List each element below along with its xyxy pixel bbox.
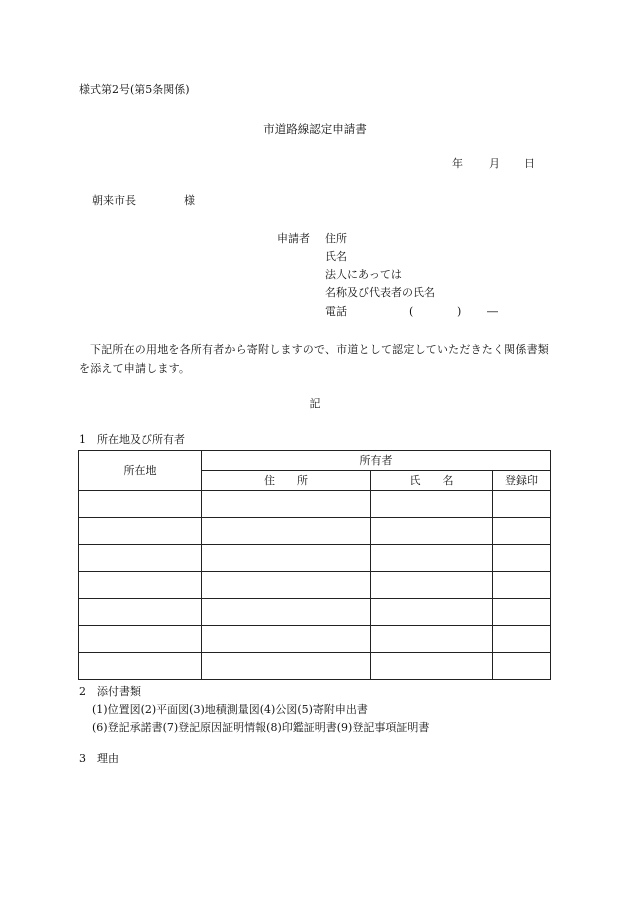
table-row (79, 491, 551, 518)
table-row (79, 518, 551, 545)
cell-name[interactable] (371, 599, 493, 626)
table-row (79, 572, 551, 599)
attachments-line2: (6)登記承諾書(7)登記原因証明情報(8)印鑑証明書(9)登記事項証明書 (92, 721, 430, 734)
cell-seal[interactable] (493, 572, 551, 599)
cell-location[interactable] (79, 626, 202, 653)
section3-title: 3 理由 (79, 752, 119, 765)
form-number: 様式第2号(第5条関係) (79, 83, 190, 96)
phone-paren-open: ( (409, 305, 414, 318)
cell-name[interactable] (371, 572, 493, 599)
applicant-label: 申請者 (277, 232, 310, 245)
addressee-name: 朝来市長 (92, 194, 136, 207)
table-row (79, 599, 551, 626)
section1-title: 1 所在地及び所有者 (79, 433, 185, 446)
cell-location[interactable] (79, 491, 202, 518)
cell-location[interactable] (79, 518, 202, 545)
cell-address[interactable] (202, 545, 371, 572)
cell-seal[interactable] (493, 491, 551, 518)
cell-name[interactable] (371, 626, 493, 653)
cell-seal[interactable] (493, 626, 551, 653)
cell-address[interactable] (202, 653, 371, 680)
cell-location[interactable] (79, 572, 202, 599)
applicant-name-label: 氏名 (325, 250, 347, 263)
applicant-phone-label: 電話 (325, 305, 347, 318)
cell-address[interactable] (202, 599, 371, 626)
phone-dash: ― (487, 305, 498, 318)
date-year: 年 (452, 157, 463, 170)
applicant-representative-label: 名称及び代表者の氏名 (325, 286, 435, 299)
cell-name[interactable] (371, 545, 493, 572)
cell-seal[interactable] (493, 518, 551, 545)
header-name: 氏 名 (371, 471, 493, 491)
cell-name[interactable] (371, 653, 493, 680)
cell-location[interactable] (79, 545, 202, 572)
table-row (79, 626, 551, 653)
ki-marker: 記 (309, 397, 321, 410)
attachments-line1: (1)位置図(2)平面図(3)地積測量図(4)公図(5)寄附申出書 (92, 703, 368, 716)
cell-location[interactable] (79, 599, 202, 626)
cell-seal[interactable] (493, 653, 551, 680)
cell-address[interactable] (202, 518, 371, 545)
cell-name[interactable] (371, 491, 493, 518)
applicant-corporation-note: 法人にあっては (325, 268, 402, 281)
cell-address[interactable] (202, 491, 371, 518)
applicant-address-label: 住所 (325, 232, 347, 245)
header-owner: 所有者 (202, 451, 551, 471)
addressee (92, 194, 195, 207)
cell-location[interactable] (79, 653, 202, 680)
body-paragraph: 下記所在の用地を各所有者から寄附しますので、市道として認定していただきたく関係書類を添えて申請します。 (79, 343, 549, 375)
owners-table (78, 450, 551, 680)
header-address: 住 所 (202, 471, 371, 491)
date-month: 月 (489, 157, 500, 170)
header-location: 所在地 (79, 451, 202, 491)
table-row (79, 545, 551, 572)
addressee-honorific: 様 (184, 194, 195, 207)
cell-address[interactable] (202, 572, 371, 599)
date-day: 日 (524, 157, 535, 170)
section2-title: 2 添付書類 (79, 685, 141, 698)
cell-address[interactable] (202, 626, 371, 653)
cell-name[interactable] (371, 518, 493, 545)
header-seal: 登録印 (493, 471, 551, 491)
table-row (79, 653, 551, 680)
phone-paren-close: ) (457, 305, 462, 318)
cell-seal[interactable] (493, 545, 551, 572)
cell-seal[interactable] (493, 599, 551, 626)
document-title: 市道路線認定申請書 (263, 122, 367, 136)
